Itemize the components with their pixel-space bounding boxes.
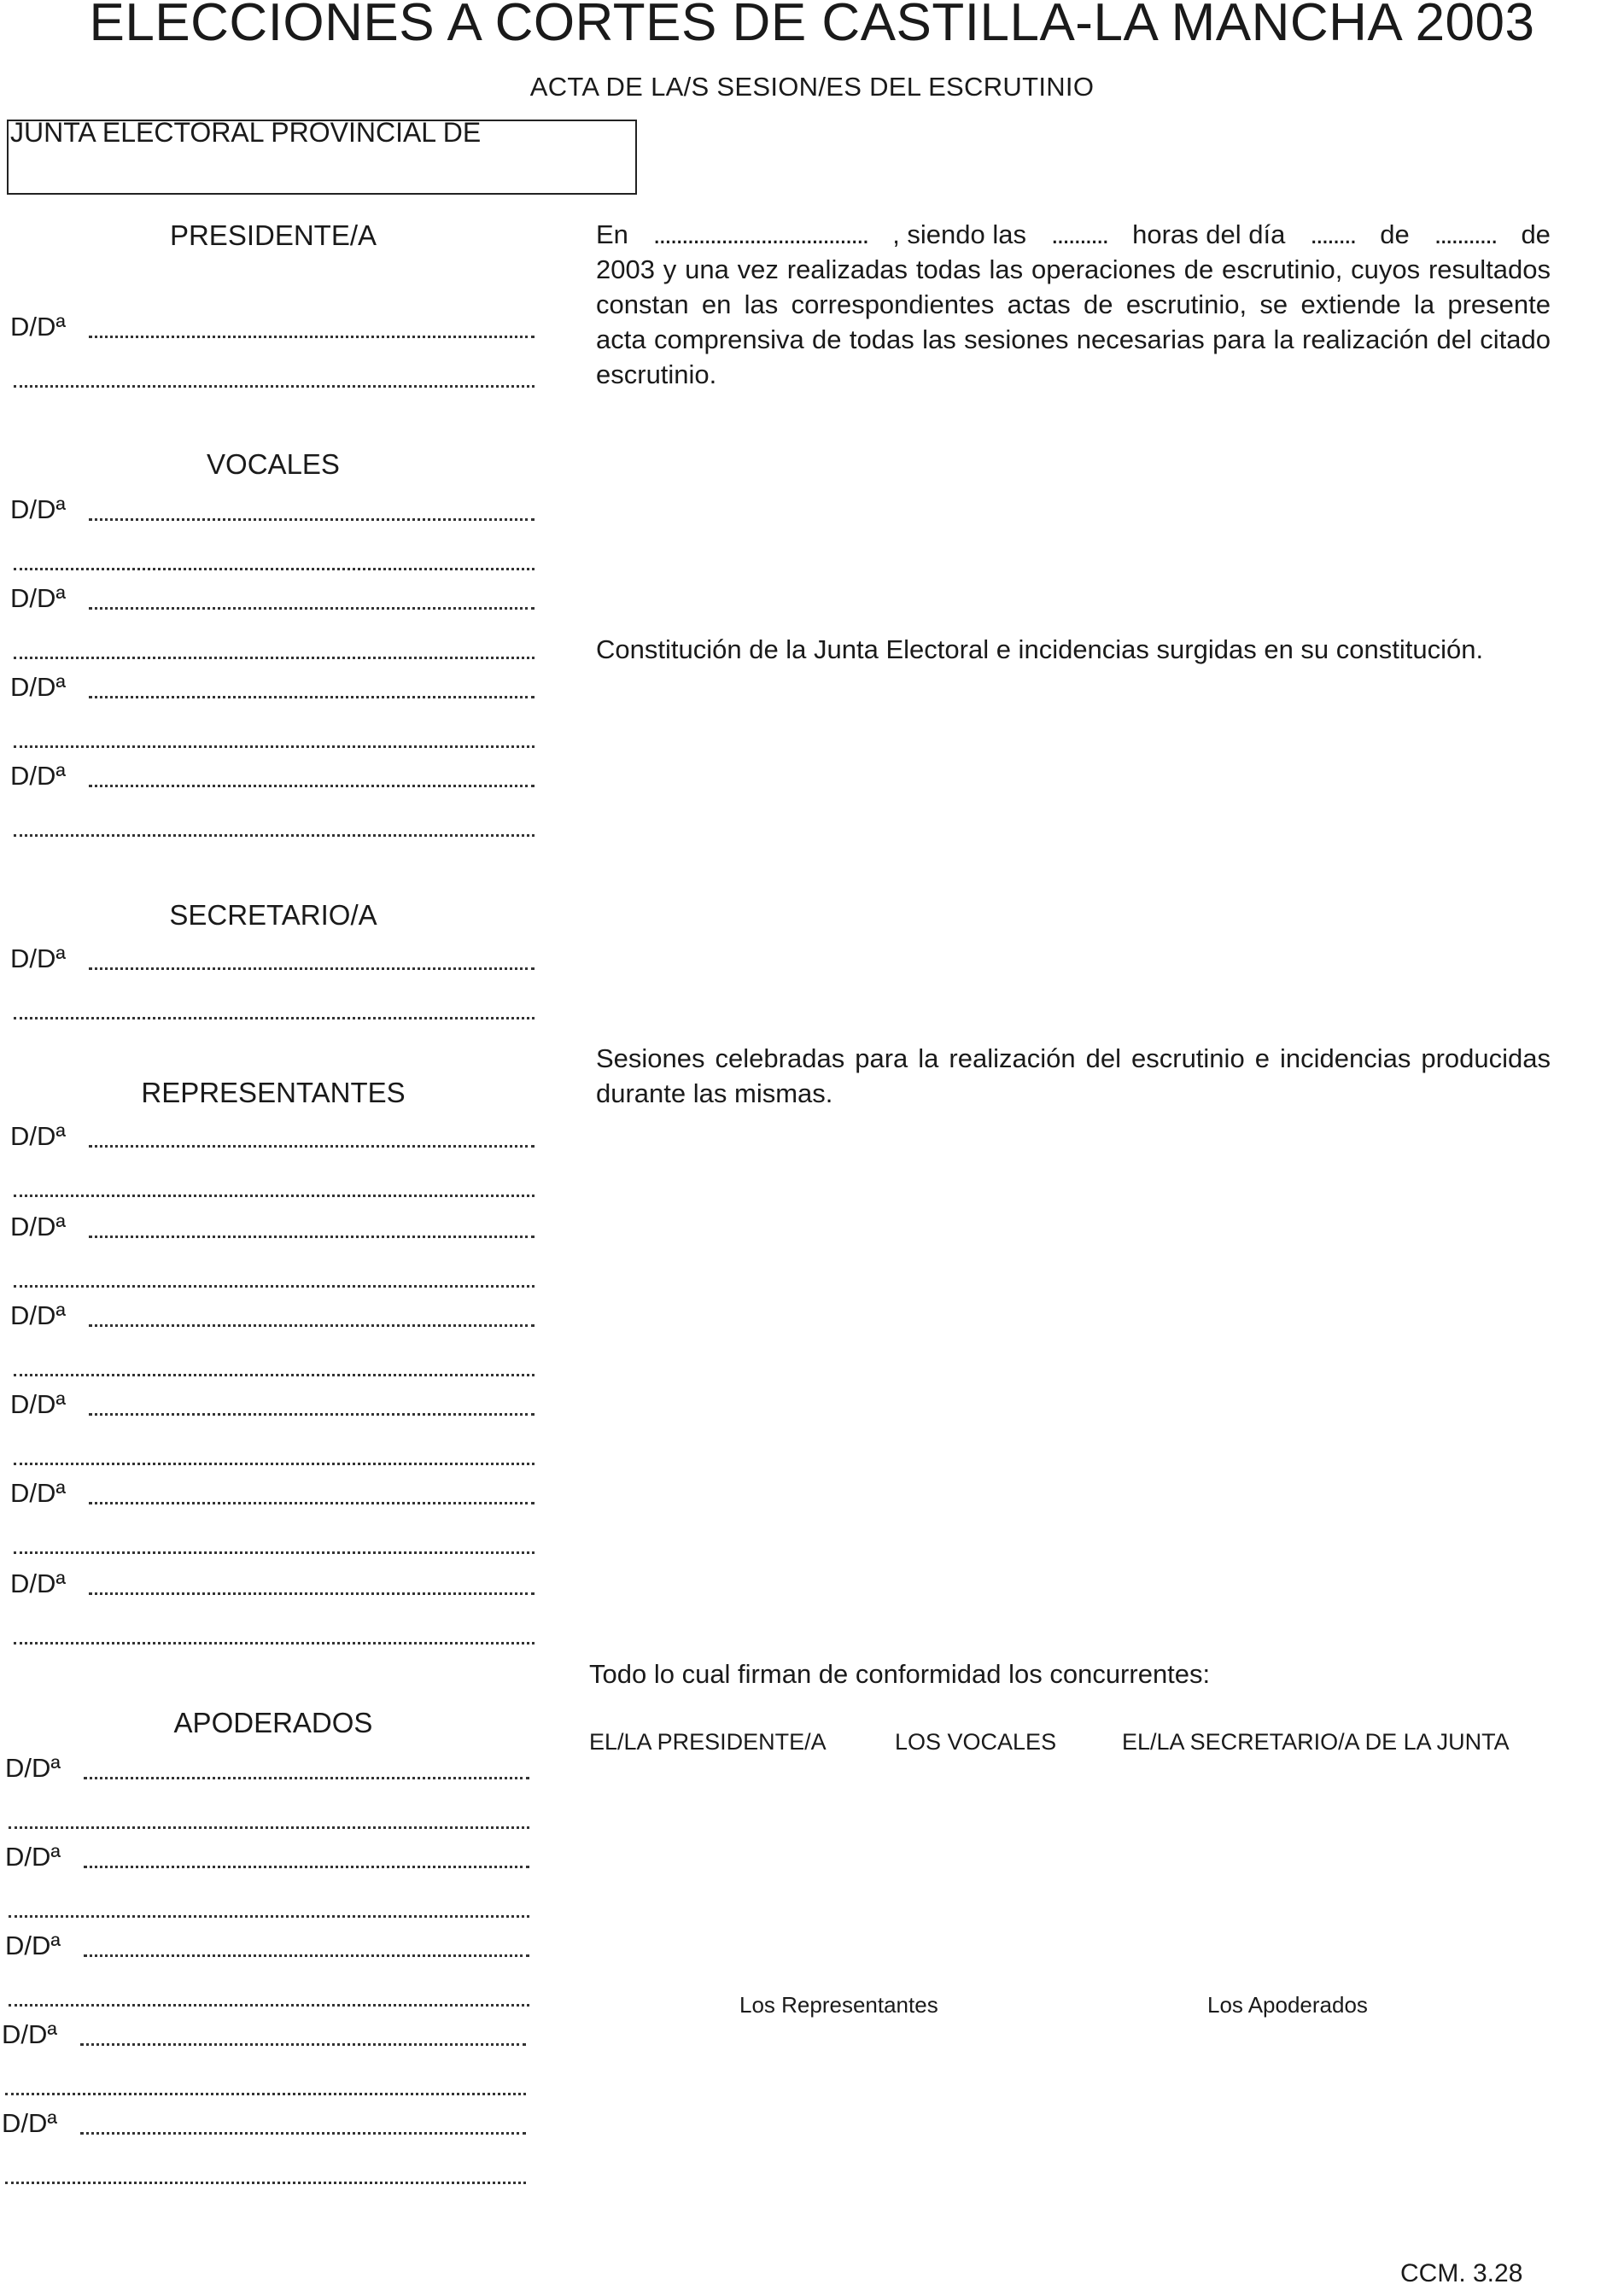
entry-prefix: D/Dª <box>10 312 66 342</box>
entry-dotted-line <box>89 518 535 521</box>
entry-dotted-line <box>89 1145 535 1148</box>
entry-prefix: D/Dª <box>10 494 66 524</box>
apoderado-entry[interactable] <box>0 1930 529 2018</box>
entry-dotted-line <box>14 1551 535 1554</box>
entry-dotted-line <box>84 1866 529 1868</box>
day-blank[interactable]: ........ <box>1310 219 1356 249</box>
vocal-entry[interactable] <box>5 671 535 760</box>
entry-dotted-line <box>14 834 535 837</box>
entry-dotted-line <box>89 1592 535 1595</box>
vocal-entry[interactable] <box>5 760 535 849</box>
intro-word-en: En <box>596 219 628 249</box>
entry-prefix: D/Dª <box>2 2108 57 2138</box>
entry-prefix: D/Dª <box>5 1753 61 1783</box>
entry-dotted-line <box>89 1324 535 1327</box>
entry-prefix: D/Dª <box>10 1478 66 1508</box>
presidente-heading: PRESIDENTE/A <box>169 219 377 251</box>
entry-prefix: D/Dª <box>10 943 66 973</box>
document-title: ELECCIONES A CORTES DE CASTILLA-LA MANCHA 2003 <box>89 0 1535 52</box>
entry-dotted-line <box>80 2132 526 2135</box>
form-code: CCM. 3.28 <box>1400 2259 1523 2287</box>
apoderado-entry[interactable] <box>0 2107 526 2196</box>
constitucion-paragraph: Constitución de la Junta Electoral e incidencias surgidas en su constitución. <box>596 634 1484 664</box>
entry-dotted-line <box>14 1642 535 1644</box>
presidente-entry[interactable] <box>5 311 535 400</box>
representante-entry[interactable] <box>5 1211 535 1300</box>
entry-dotted-line <box>14 385 535 388</box>
entry-dotted-line <box>5 2182 526 2184</box>
signature-apoderados-label: Los Apoderados <box>1207 1992 1368 2018</box>
vocal-entry[interactable] <box>5 582 535 671</box>
intro-word-horas: horas del día <box>1132 219 1286 249</box>
apoderado-entry[interactable] <box>0 2018 526 2107</box>
representante-entry[interactable] <box>5 1300 535 1388</box>
entry-dotted-line <box>9 1826 529 1829</box>
signature-representantes-label: Los Representantes <box>739 1992 938 2018</box>
entry-prefix: D/Dª <box>2 2019 57 2049</box>
representante-entry[interactable] <box>5 1120 535 1209</box>
month-blank[interactable]: ........... <box>1434 219 1497 249</box>
entry-dotted-line <box>14 1017 535 1019</box>
entry-dotted-line <box>84 1777 529 1779</box>
intro-paragraph <box>596 217 1551 392</box>
entry-prefix: D/Dª <box>10 1121 66 1151</box>
entry-dotted-line <box>89 336 535 338</box>
hours-blank[interactable]: .......... <box>1051 219 1108 249</box>
apoderados-heading: APODERADOS <box>173 1707 373 1738</box>
signature-vocales-label: LOS VOCALES <box>895 1729 1057 1755</box>
entry-dotted-line <box>9 2004 529 2007</box>
entry-prefix: D/Dª <box>10 1389 66 1419</box>
intro-body: 2003 y una vez realizadas todas las operaciones de escrutinio, cuyos resultados constan en las correspondientes actas de escrutinio, se extiende la presente acta comprensiva de todas las sesiones necesarias para la realización del citado escrutinio. <box>596 254 1551 389</box>
apoderado-entry[interactable] <box>0 1752 529 1841</box>
intro-word-siendo: , siendo las <box>892 219 1027 249</box>
secretario-entry[interactable] <box>5 943 535 1031</box>
representantes-heading: REPRESENTANTES <box>141 1077 406 1108</box>
entry-dotted-line <box>5 2093 526 2095</box>
entry-dotted-line <box>14 568 535 570</box>
intro-word-de-2: de <box>1521 219 1551 249</box>
entry-dotted-line <box>14 745 535 748</box>
entry-prefix: D/Dª <box>10 761 66 791</box>
entry-prefix: D/Dª <box>5 1931 61 1960</box>
intro-first-line <box>596 217 1551 252</box>
entry-dotted-line <box>9 1915 529 1918</box>
entry-dotted-line <box>89 696 535 698</box>
sesiones-paragraph: Sesiones celebradas para la realización del escrutinio e incidencias producidas durante las mismas. <box>596 1043 1551 1108</box>
representante-entry[interactable] <box>5 1477 535 1566</box>
signature-secretario-label: EL/LA SECRETARIO/A DE LA JUNTA <box>1122 1729 1510 1755</box>
entry-prefix: D/Dª <box>10 1569 66 1598</box>
signature-presidente-label: EL/LA PRESIDENTE/A <box>589 1729 827 1755</box>
entry-dotted-line <box>14 1285 535 1288</box>
entry-dotted-line <box>80 2043 526 2046</box>
vocal-entry[interactable] <box>5 494 535 582</box>
entry-prefix: D/Dª <box>5 1842 61 1872</box>
document-subtitle: ACTA DE LA/S SESION/ES DEL ESCRUTINIO <box>529 72 1095 102</box>
entry-dotted-line <box>89 967 535 970</box>
representante-entry[interactable] <box>5 1388 535 1477</box>
entry-prefix: D/Dª <box>10 583 66 613</box>
entry-dotted-line <box>89 1502 535 1504</box>
entry-prefix: D/Dª <box>10 672 66 702</box>
entry-prefix: D/Dª <box>10 1212 66 1241</box>
entry-dotted-line <box>84 1954 529 1957</box>
place-blank[interactable]: ...................................... <box>652 219 868 249</box>
junta-electoral-label: JUNTA ELECTORAL PROVINCIAL DE <box>10 117 482 148</box>
entry-dotted-line <box>89 607 535 610</box>
entry-dotted-line <box>14 1463 535 1465</box>
apoderado-entry[interactable] <box>0 1841 529 1930</box>
entry-dotted-line <box>14 1195 535 1197</box>
intro-word-de: de <box>1380 219 1410 249</box>
vocales-heading: VOCALES <box>207 448 340 480</box>
entry-prefix: D/Dª <box>10 1300 66 1330</box>
representante-entry[interactable] <box>5 1568 535 1656</box>
entry-dotted-line <box>14 1374 535 1376</box>
entry-dotted-line <box>89 1413 535 1416</box>
entry-dotted-line <box>89 785 535 787</box>
entry-dotted-line <box>89 1236 535 1238</box>
secretario-heading: SECRETARIO/A <box>169 899 377 931</box>
entry-dotted-line <box>14 657 535 659</box>
todo-lo-cual-text: Todo lo cual firman de conformidad los concurrentes: <box>589 1659 1211 1689</box>
